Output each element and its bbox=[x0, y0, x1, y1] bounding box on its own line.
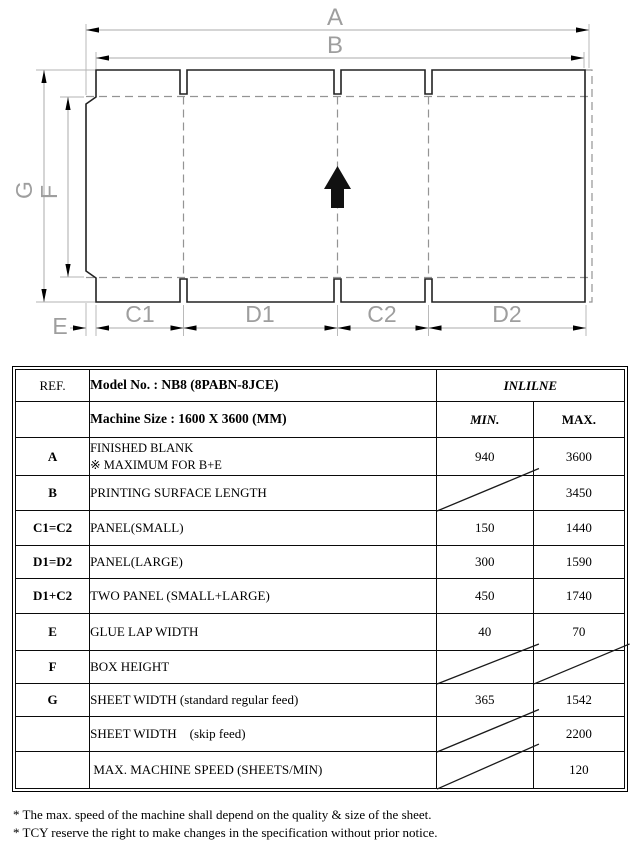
na-slash bbox=[534, 651, 624, 683]
max-cell: 70 bbox=[533, 614, 624, 651]
min-cell: 940 bbox=[436, 438, 533, 476]
box-blank-diagram bbox=[0, 0, 637, 356]
ref-cell bbox=[16, 717, 90, 752]
dim-label-g: G bbox=[11, 181, 37, 199]
table-row bbox=[16, 651, 625, 684]
ref-cell: E bbox=[16, 614, 90, 651]
desc-cell: BOX HEIGHT bbox=[90, 651, 437, 684]
dim-label-f: F bbox=[36, 184, 62, 200]
inline-header-cell: INLILNE bbox=[436, 370, 624, 402]
table-row bbox=[16, 546, 625, 579]
ref-cell: D1+C2 bbox=[16, 579, 90, 614]
ref-cell bbox=[16, 402, 90, 438]
model-no-cell: Model No. : NB8 (8PABN-8JCE) bbox=[90, 370, 437, 402]
trim-edge-dashed bbox=[585, 70, 592, 302]
desc-cell: PANEL(SMALL) bbox=[90, 511, 437, 546]
table-row bbox=[16, 438, 625, 476]
max-cell bbox=[533, 651, 624, 684]
min-cell bbox=[436, 752, 533, 789]
dim-label-e: E bbox=[52, 313, 68, 339]
min-cell: 365 bbox=[436, 684, 533, 717]
min-cell bbox=[436, 717, 533, 752]
desc-cell: MAX. MACHINE SPEED (SHEETS/MIN) bbox=[90, 752, 437, 789]
ref-cell: G bbox=[16, 684, 90, 717]
desc-cell: TWO PANEL (SMALL+LARGE) bbox=[90, 579, 437, 614]
dim-label-c2: C2 bbox=[367, 301, 397, 327]
min-cell bbox=[436, 651, 533, 684]
table-row bbox=[16, 752, 625, 789]
desc-cell: PRINTING SURFACE LENGTH bbox=[90, 476, 437, 511]
dim-label-a: A bbox=[326, 4, 344, 31]
table-row-header-2 bbox=[16, 402, 625, 438]
max-cell: 1590 bbox=[533, 546, 624, 579]
table-row bbox=[16, 579, 625, 614]
table-row bbox=[16, 511, 625, 546]
desc-cell: SHEET WIDTH (standard regular feed) bbox=[90, 684, 437, 717]
min-cell bbox=[436, 476, 533, 511]
na-slash bbox=[437, 752, 533, 788]
dim-label-c1: C1 bbox=[125, 301, 155, 327]
desc-line-2: ※ MAXIMUM FOR B+E bbox=[90, 457, 222, 472]
max-cell: 1740 bbox=[533, 579, 624, 614]
na-slash bbox=[437, 717, 533, 751]
desc-cell bbox=[90, 438, 437, 476]
max-cell: 120 bbox=[533, 752, 624, 789]
ref-cell: A bbox=[16, 438, 90, 476]
max-cell: 1542 bbox=[533, 684, 624, 717]
min-cell: 150 bbox=[436, 511, 533, 546]
footnotes bbox=[13, 806, 438, 842]
table-row-header-1 bbox=[16, 370, 625, 402]
table-row bbox=[16, 684, 625, 717]
min-cell: 40 bbox=[436, 614, 533, 651]
max-header-cell: MAX. bbox=[533, 402, 624, 438]
table-row bbox=[16, 614, 625, 651]
max-cell: 2200 bbox=[533, 717, 624, 752]
dim-label-b: B bbox=[326, 32, 344, 59]
na-slash bbox=[437, 476, 533, 510]
min-cell: 300 bbox=[436, 546, 533, 579]
dimension-arrowheads bbox=[41, 27, 589, 330]
spec-table-border bbox=[12, 366, 628, 792]
dim-label-d1: D1 bbox=[245, 301, 275, 327]
ref-cell: D1=D2 bbox=[16, 546, 90, 579]
table-row bbox=[16, 476, 625, 511]
max-cell: 1440 bbox=[533, 511, 624, 546]
desc-cell: GLUE LAP WIDTH bbox=[90, 614, 437, 651]
max-cell: 3600 bbox=[533, 438, 624, 476]
footnote-1: * The max. speed of the machine shall depend on the quality & size of the sheet. bbox=[13, 807, 432, 822]
dim-label-d2: D2 bbox=[492, 301, 522, 327]
ref-cell bbox=[16, 752, 90, 789]
dimension-labels bbox=[11, 4, 522, 339]
desc-line-1: FINISHED BLANK bbox=[90, 441, 194, 456]
min-header-cell: MIN. bbox=[436, 402, 533, 438]
desc-cell: SHEET WIDTH (skip feed) bbox=[90, 717, 437, 752]
feed-direction-arrow-icon bbox=[324, 166, 351, 208]
ref-header-cell: REF. bbox=[16, 370, 90, 402]
machine-size-cell: Machine Size : 1600 X 3600 (MM) bbox=[90, 402, 437, 438]
footnote-2: * TCY reserve the right to make changes in the specification without prior notice. bbox=[13, 825, 438, 840]
desc-cell: PANEL(LARGE) bbox=[90, 546, 437, 579]
ref-cell: B bbox=[16, 476, 90, 511]
na-slash bbox=[437, 651, 533, 683]
min-cell: 450 bbox=[436, 579, 533, 614]
ref-cell: F bbox=[16, 651, 90, 684]
ref-cell: C1=C2 bbox=[16, 511, 90, 546]
dimension-lines bbox=[44, 30, 589, 328]
spec-table bbox=[15, 369, 625, 789]
table-row bbox=[16, 717, 625, 752]
max-cell: 3450 bbox=[533, 476, 624, 511]
